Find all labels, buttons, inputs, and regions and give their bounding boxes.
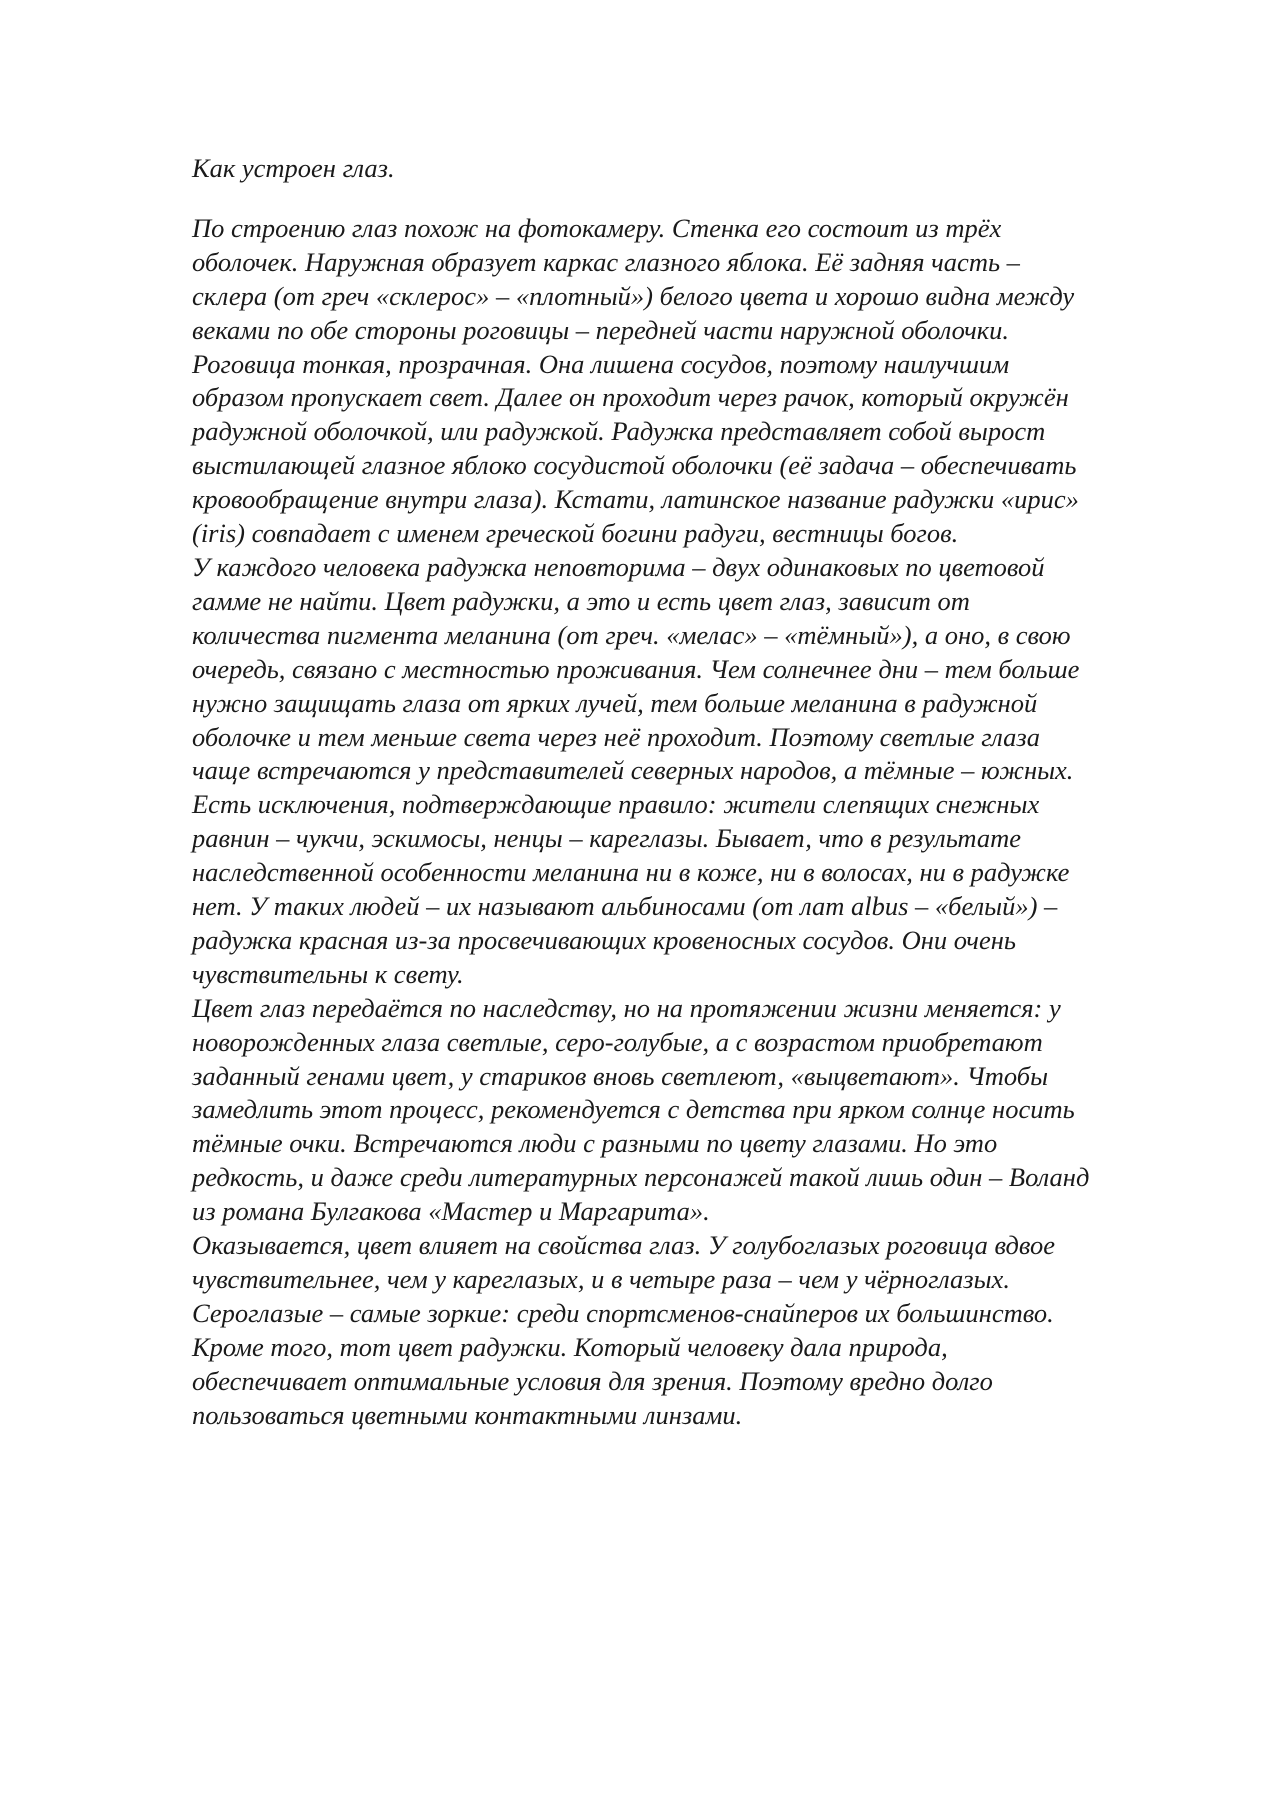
- paragraph-color-properties: Оказывается, цвет влияет на свойства глаз. У голубоглазых роговица вдвое чувствительнее, чем у кареглазых, и в четыре раза – чем у чёрноглазых. Сероглазые – самые зоркие: среди спортсменов-снайперов их большинство. Кроме того, тот цвет радужки. Который человеку дала природа, обеспечивает оптимальные условия для зрения. Поэтому вредно долго пользоваться цветными контактными линзами.: [192, 1230, 1056, 1430]
- paragraph-iris-color: У каждого человека радужка неповторима – двух одинаковых по цветовой гамме не найти. Цвет радужки, а это и есть цвет глаз, зависит от количества пигмента меланина (от греч. «мелас» – «тёмный»), а оно, в свою очередь, связано с местностью проживания. Чем солнечнее дни – тем больше нужно защищать глаза от ярких лучей, тем больше меланина в радужной оболочке и тем меньше света через неё проходит. Поэтому светлые глаза чаще встречаются у представителей северных народов, а тёмные – южных. Есть исключения, подтверждающие правило: жители слепящих снежных равнин – чукчи, эскимосы, ненцы – кареглазы. Бывает, что в результате наследственной особенности меланина ни в коже, ни в волосах, ни в радужке нет. У таких людей – их называют альбиносами (от лат albus – «белый») – радужка красная из-за просвечивающих кровеносных сосудов. Они очень чувствительны к свету.: [192, 551, 1080, 989]
- paragraph-eye-color-heredity: Цвет глаз передаётся по наследству, но на протяжении жизни меняется: у новорожденных глаза светлые, серо-голубые, а с возрастом приобретают заданный генами цвет, у стариков вновь светлеют, «выцветают». Чтобы замедлить этот процесс, рекомендуется с детства при ярком солнце носить тёмные очки. Встречаются люди с разными по цвету глазами. Но это редкость, и даже среди литературных персонажей такой лишь один – Воланд из романа Булгакова «Мастер и Маргарита».: [192, 992, 1090, 1227]
- document-title: Как устроен глаз.: [192, 153, 395, 183]
- paragraph-eye-structure: По строению глаз похож на фотокамеру. Стенка его состоит из трёх оболочек. Наружная образует каркас глазного яблока. Её задняя часть – склера (от греч «склерос» – «плотный») белого цвета и хорошо видна между веками по обе стороны роговицы – передней части наружной оболочки. Роговица тонкая, прозрачная. Она лишена сосудов, поэтому наилучшим образом пропускает свет. Далее он проходит через рачок, который окружён радужной оболочкой, или радужкой. Радужка представляет собой вырост выстилающей глазное яблоко сосудистой оболочки (её задача – обеспечивать кровообращение внутри глаза). Кстати, латинское название радужки «ирис» (iris) совпадает с именем греческой богини радуги, вестницы богов.: [192, 212, 1079, 549]
- document-page: [192, 152, 1092, 1433]
